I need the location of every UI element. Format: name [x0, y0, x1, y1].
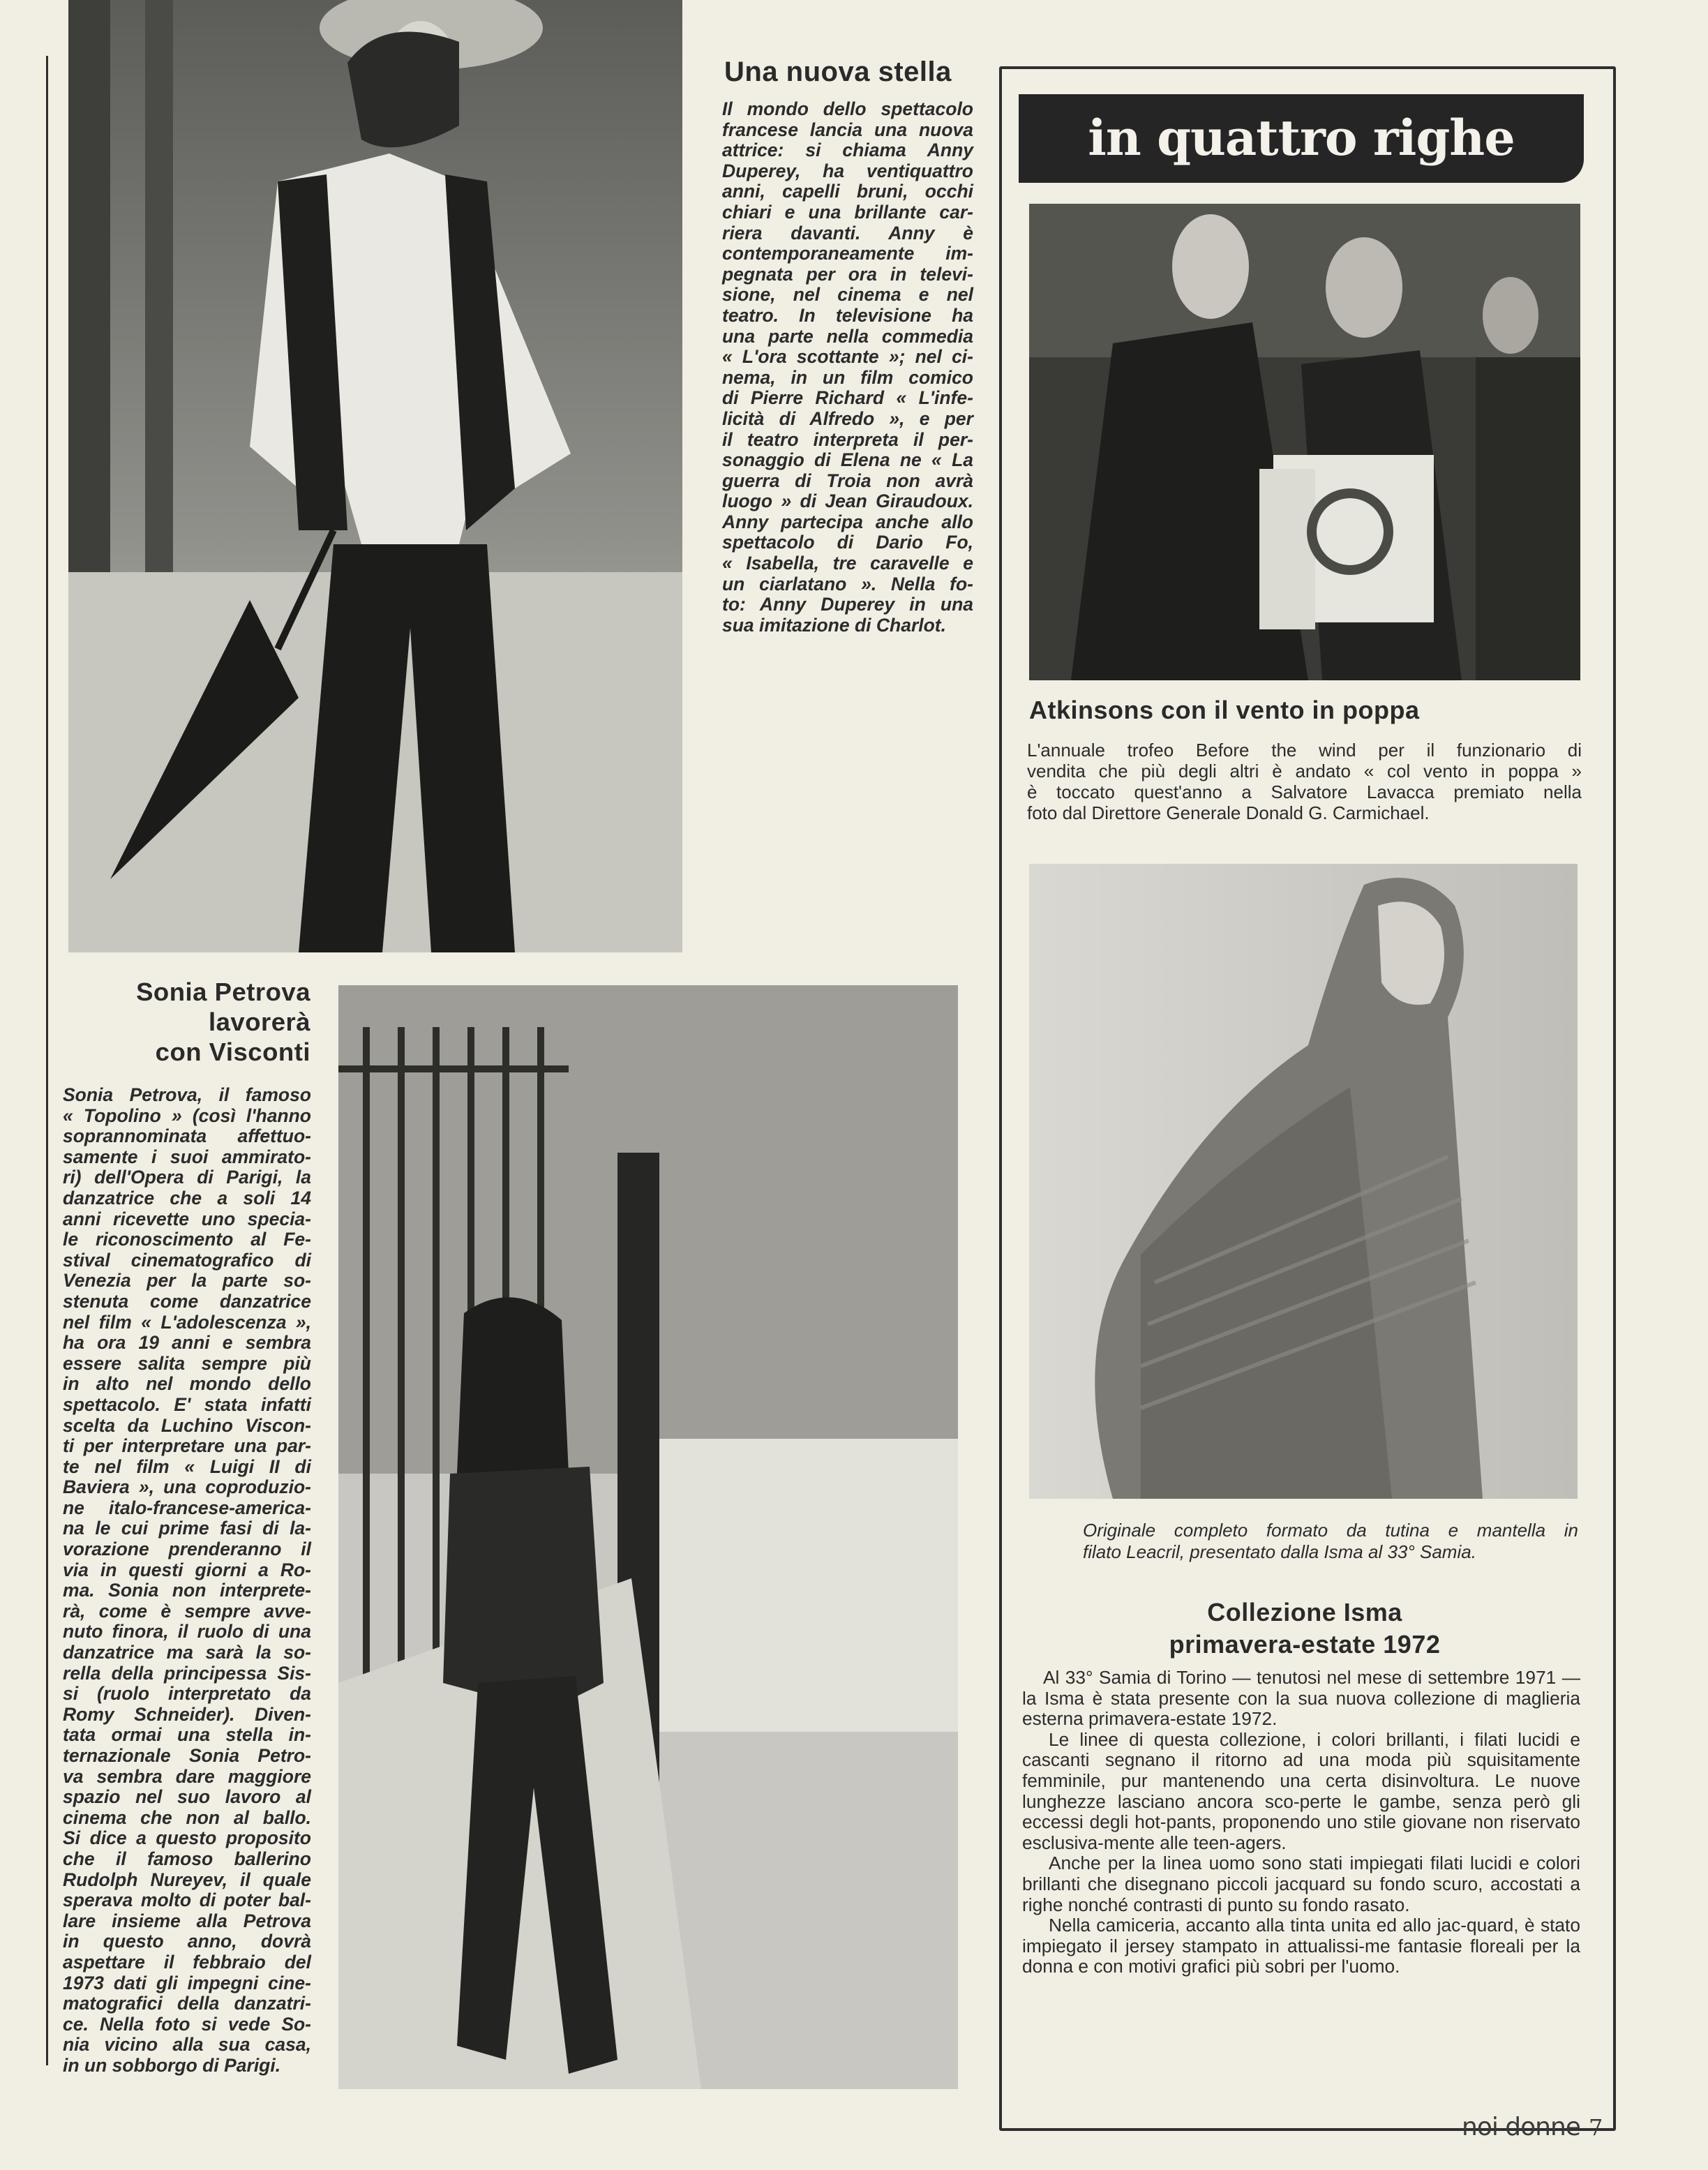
text-line: aspettare il febbraio del [63, 1951, 311, 1973]
text-line: « L'ora scottante »; nel ci- [722, 346, 973, 368]
headline-collezione-isma [1029, 1596, 1580, 1661]
photo-woman-with-umbrella-icon [68, 0, 682, 952]
section-banner-title: in quattro righe [1088, 109, 1515, 167]
text-line: Sonia Petrova, il famoso [63, 1084, 311, 1105]
text-line: cinema che non al ballo. [63, 1806, 311, 1828]
text-line: essere salita sempre più [63, 1352, 311, 1374]
headline-line: lavorerà [208, 1008, 310, 1036]
text-line: ti per interpretare una par- [63, 1435, 311, 1457]
headline-collezione-isma-line1: Collezione Isma [1207, 1598, 1402, 1626]
text-line: teatro. In televisione ha [722, 304, 973, 326]
text-line: soprannominata affettuo- [63, 1125, 311, 1147]
headline-sonia-petrova [77, 977, 310, 1067]
text-line: na le cui prime fasi di la- [63, 1518, 311, 1539]
article-body-atkinsons [1027, 740, 1582, 823]
text-line: guerra di Troia non avrà [722, 470, 973, 491]
text-line: ne italo-francese-america- [63, 1497, 311, 1518]
text-line: in un sobborgo di Parigi. [63, 2054, 281, 2076]
text-line: stenuta come danzatrice [63, 1290, 311, 1312]
text-line: Duperey, ha ventiquattro [722, 160, 973, 181]
text-line: è toccato quest'anno a Salvatore Lavacca premiato nella [1027, 781, 1582, 802]
text-line: « Topolino » (così l'hanno [63, 1105, 311, 1126]
text-line: ternazionale Sonia Petro- [63, 1745, 311, 1766]
text-line: Baviera », una coproduzio- [63, 1476, 311, 1498]
paragraph: Anche per la linea uomo sono stati impiegati filati lucidi e colori brillanti che disegnano piccoli jacquard su fondo scuro, accostati a righe nonché contrasti di punto su fondo rasato. [1022, 1853, 1580, 1915]
text-line: anni, capelli bruni, occhi [722, 181, 973, 202]
text-line: tata ormai una stella in- [63, 1724, 311, 1746]
text-line: chiari e una brillante car- [722, 201, 973, 223]
text-line: sperava molto di poter bal- [63, 1890, 311, 1911]
text-line: vorazione prenderanno il [63, 1539, 311, 1560]
text-line: te nel film « Luigi II di [63, 1456, 311, 1477]
text-line: nel film « L'adolescenza », [63, 1311, 311, 1333]
page-number: 7 [1588, 2114, 1603, 2141]
text-line: nia vicino alla sua casa, [63, 2034, 311, 2056]
text-line: stival cinematografico di [63, 1249, 311, 1271]
page-footer [1462, 2113, 1602, 2141]
text-line: nema, in un film comico [722, 366, 973, 388]
headline-una-nuova-stella: Una nuova stella [724, 57, 952, 87]
text-line: il teatro interpreta il per- [722, 428, 973, 450]
text-line: spazio nel suo lavoro al [63, 1786, 311, 1808]
magazine-name: noi donne [1462, 2113, 1580, 2141]
text-line: danzatrice che a soli 14 [63, 1187, 311, 1209]
photo-woman-with-umbrella [68, 0, 682, 952]
text-line: spettacolo di Dario Fo, [722, 532, 973, 553]
text-line: va sembra dare maggiore [63, 1765, 311, 1787]
text-line: scelta da Luchino Viscon- [63, 1414, 311, 1436]
text-line: ce. Nella foto si vede So- [63, 2013, 311, 2035]
headline-atkinsons: Atkinsons con il vento in poppa [1029, 696, 1420, 724]
headline-collezione-isma-line2: primavera-estate 1972 [1169, 1630, 1441, 1659]
photo-award-ceremony-icon [1029, 204, 1580, 680]
headline-line: Sonia Petrova [136, 978, 310, 1006]
text-line: to: Anny Duperey in una [722, 594, 973, 615]
text-line: Originale completo formato da tutina e mantella in [1083, 1520, 1578, 1541]
text-line: L'annuale trofeo Before the wind per il funzionario di [1027, 740, 1582, 761]
paragraph: Le linee di questa collezione, i colori brillanti, i filati lucidi e cascanti segnano il ritorno ad una moda più squisitamente femminile, pur mantenendo una certa disinvoltura. Le nuove lunghezze lasciano ancora sco-perte le gambe, senza però gli eccessi degli hot-pants, proponendo uno stile giovane non riservato esclusiva-mente alle teen-agers. [1022, 1728, 1580, 1853]
text-line: ha ora 19 anni e sembra [63, 1332, 311, 1354]
text-line: matografici della danzatri- [63, 1993, 311, 2014]
text-line: luogo » di Jean Giraudoux. [722, 491, 973, 512]
text-line: lare insieme alla Petrova [63, 1910, 311, 1931]
text-line: riera davanti. Anny è [722, 222, 973, 244]
page-rule-left [46, 56, 48, 2065]
text-line: ri) dell'Opera di Parigi, la [63, 1167, 311, 1188]
text-line: samente i suoi ammirato- [63, 1146, 311, 1167]
text-line: Il mondo dello spettacolo [722, 98, 973, 119]
text-line: Venezia per la parte so- [63, 1270, 311, 1292]
text-line: danzatrice ma sarà la so- [63, 1642, 311, 1663]
text-line: 1973 dati gli impegni cine- [63, 1972, 311, 1993]
text-line: si (ruolo interpretato da [63, 1683, 311, 1705]
text-line: contemporaneamente im- [722, 243, 973, 264]
text-line: di Pierre Richard « L'infe- [722, 387, 973, 409]
text-line: le riconoscimento al Fe- [63, 1229, 311, 1250]
text-line: Anny partecipa anche allo [722, 511, 973, 532]
text-line: Romy Schneider). Diven- [63, 1703, 311, 1725]
photo-award-ceremony [1029, 204, 1580, 680]
photo-caption-cloak [1083, 1520, 1578, 1563]
text-line: foto dal Direttore Generale Donald G. Carmichael. [1027, 802, 1430, 823]
text-line: Rudolph Nureyev, il quale [63, 1869, 311, 1890]
text-line: ma. Sonia non interprete- [63, 1580, 311, 1601]
headline-line: con Visconti [155, 1038, 310, 1066]
paragraph: Nella camiceria, accanto alla tinta unita ed allo jac-quard, è stato impiegato il jersey stampato in attualissi-me fantasie floreali per la donna e con motivi grafici più sobri per l'uomo. [1022, 1915, 1580, 1977]
text-line: in alto nel mondo dello [63, 1373, 311, 1395]
text-line: francese lancia una nuova [722, 119, 973, 140]
text-line: filato Leacril, presentato dalla Isma al 33° Samia. [1083, 1541, 1476, 1562]
text-line: pegnata per ora in televi- [722, 263, 973, 285]
photo-woman-in-cloak [1029, 864, 1578, 1499]
text-line: rà, come è sempre avve- [63, 1600, 311, 1622]
text-line: un ciarlatano ». Nella fo- [722, 573, 973, 594]
text-line: Si dice a questo proposito [63, 1827, 311, 1849]
article-body-una-nuova-stella [722, 99, 973, 636]
article-body-sonia-petrova [63, 1085, 311, 2077]
photo-woman-sitting-on-wall-icon [338, 985, 958, 2089]
paragraph: Al 33° Samia di Torino — tenutosi nel mese di settembre 1971 — la Isma è stata presente con la sua nuova collezione di maglieria esterna primavera-estate 1972. [1022, 1667, 1580, 1730]
text-line: attrice: si chiama Anny [722, 140, 973, 161]
text-line: una parte nella commedia [722, 325, 973, 347]
text-line: « Isabella, tre caravelle e [722, 553, 973, 574]
text-line: rella della principessa Sis- [63, 1662, 311, 1684]
photo-woman-in-cloak-icon [1029, 864, 1578, 1499]
text-line: licità di Alfredo », e per [722, 407, 973, 429]
text-line: sua imitazione di Charlot. [722, 614, 946, 636]
text-line: via in questi giorni a Ro- [63, 1559, 311, 1580]
text-line: sonaggio di Elena ne « La [722, 449, 973, 471]
text-line: sione, nel cinema e nel [722, 284, 973, 306]
text-line: spettacolo. E' stata infatti [63, 1393, 311, 1415]
article-body-collezione-isma [1022, 1668, 1580, 1977]
photo-woman-sitting-on-wall [338, 985, 958, 2089]
text-line: vendita che più degli altri è andato « col vento in poppa » [1027, 761, 1582, 781]
text-line: anni ricevette uno specia- [63, 1208, 311, 1229]
text-line: in questo anno, dovrà [63, 1931, 311, 1952]
text-line: nuto finora, il ruolo di una [63, 1621, 311, 1643]
text-line: che il famoso ballerino [63, 1848, 311, 1869]
